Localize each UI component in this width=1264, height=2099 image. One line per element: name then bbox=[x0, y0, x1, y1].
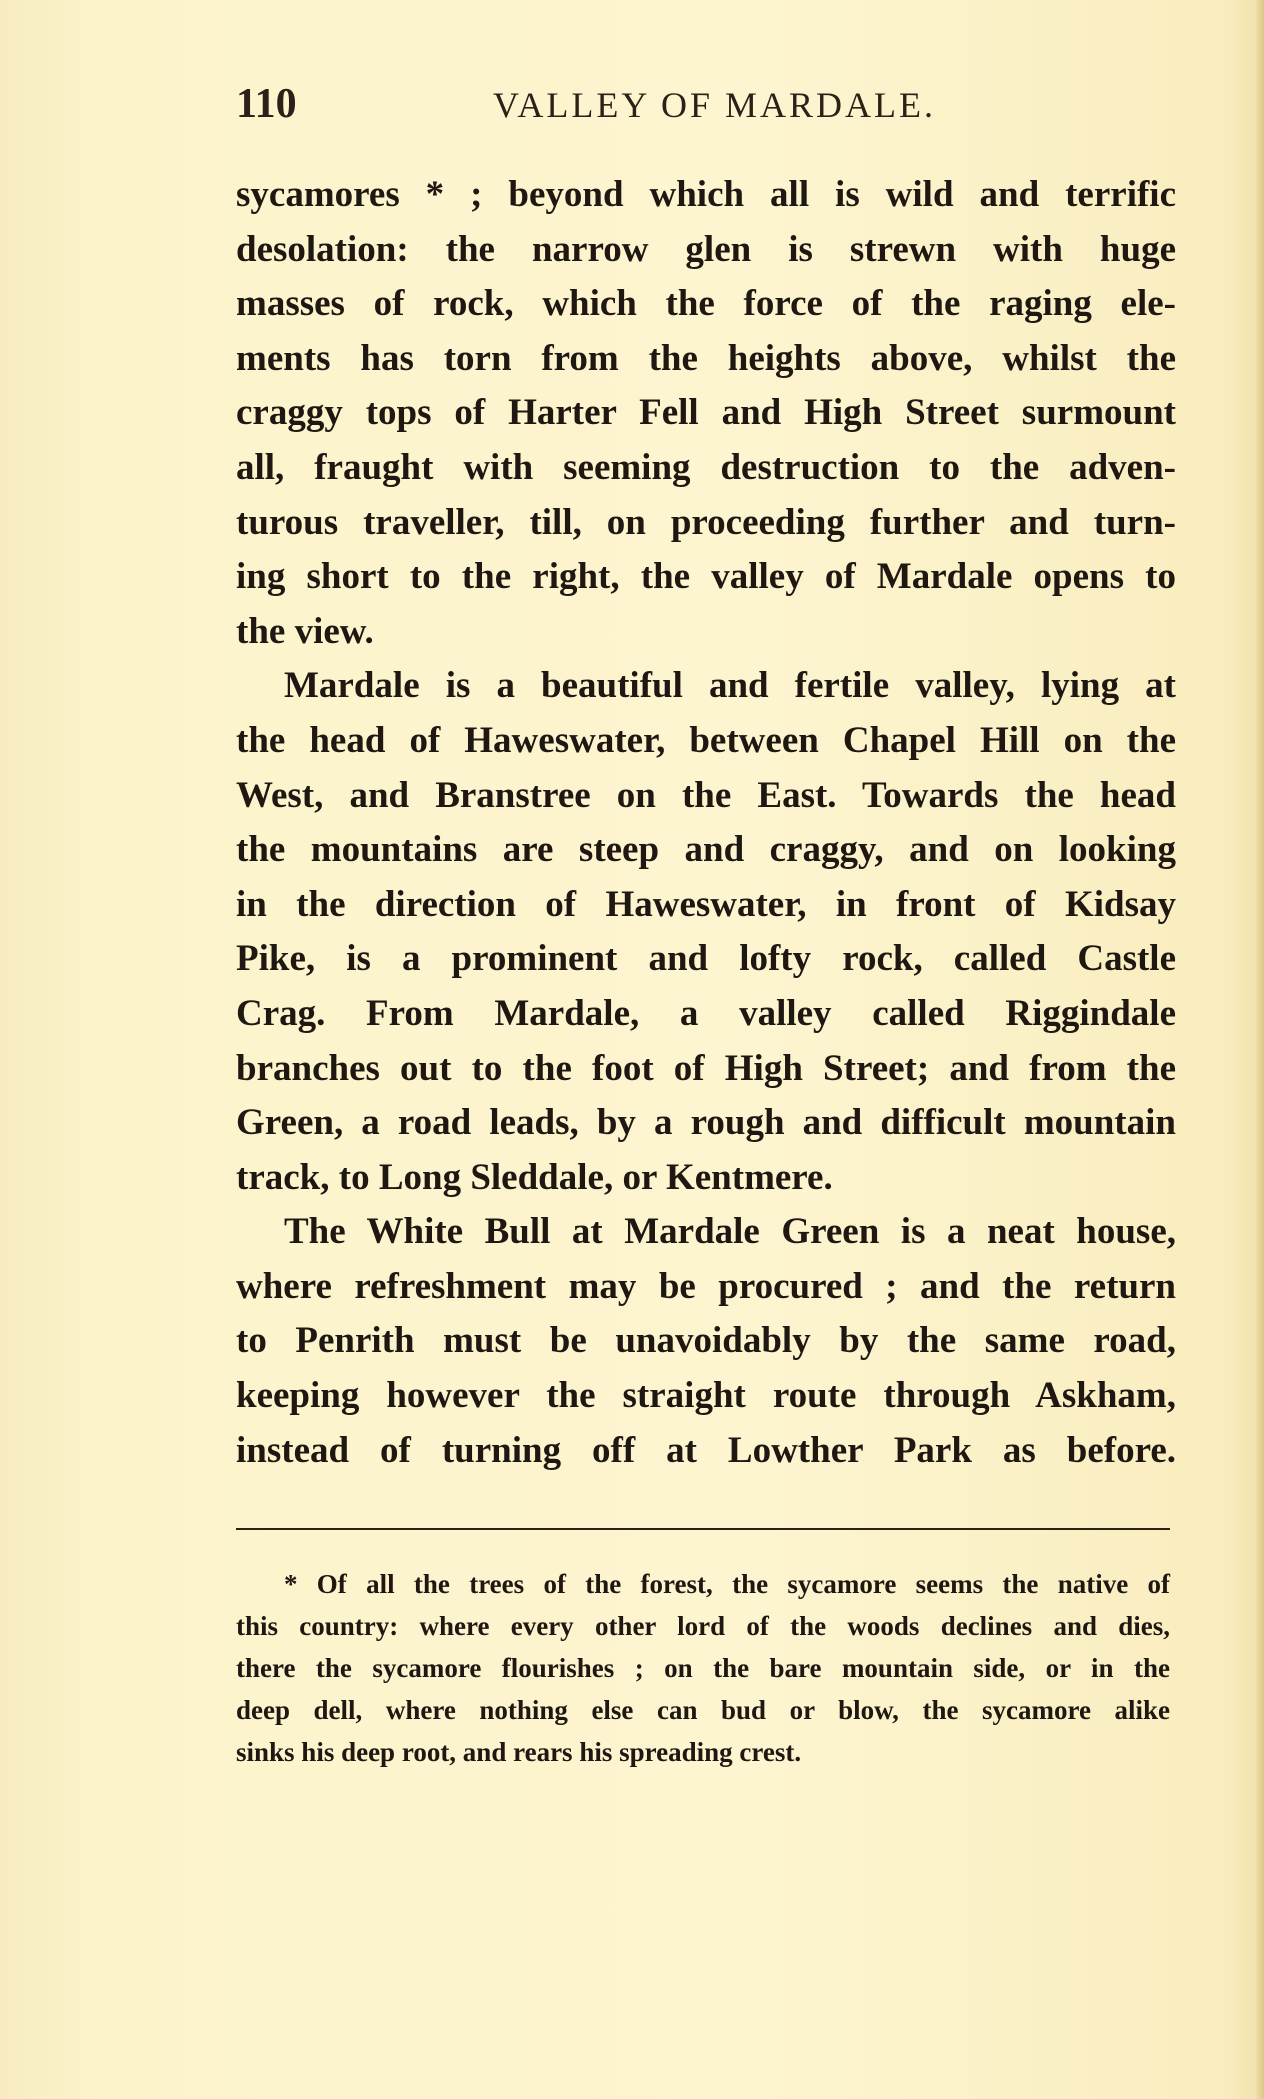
body-line: branches out to the foot of High Street; and from the bbox=[236, 1047, 1176, 1089]
footnote-line: there the sycamore flourishes ; on the bare mountain side, or in the bbox=[236, 1653, 1170, 1683]
body-line: Pike, is a prominent and lofty rock, called Castle bbox=[236, 938, 1176, 980]
footnote bbox=[236, 1563, 1170, 1773]
body-line: West, and Branstree on the East. Towards the head bbox=[236, 774, 1176, 816]
body-line: the mountains are steep and craggy, and on looking bbox=[236, 829, 1176, 871]
body-line: where refreshment may be procured ; and the return bbox=[236, 1265, 1176, 1307]
body-line: all, fraught with seeming destruction to the adven- bbox=[236, 446, 1176, 488]
body-line: desolation: the narrow glen is strewn with huge bbox=[236, 228, 1176, 270]
body-line: sycamores * ; beyond which all is wild and terrific bbox=[236, 174, 1176, 215]
page-number: 110 bbox=[236, 81, 297, 127]
body-line: masses of rock, which the force of the raging ele- bbox=[236, 283, 1176, 325]
footnote-line: this country: where every other lord of the woods declines and dies, bbox=[236, 1611, 1170, 1641]
body-line: Crag. From Mardale, a valley called Riggindale bbox=[236, 992, 1176, 1034]
body-line: Mardale is a beautiful and fertile valley, lying at bbox=[284, 665, 1176, 707]
body-line: Green, a road leads, by a rough and difficult mountain bbox=[236, 1102, 1176, 1144]
body-line: instead of turning off at Lowther Park as before. bbox=[236, 1429, 1176, 1471]
body-line: turous traveller, till, on proceeding further and turn- bbox=[236, 501, 1176, 543]
body-text bbox=[236, 168, 1176, 1478]
footnote-line: sinks his deep root, and rears his spreading crest. bbox=[236, 1737, 802, 1767]
footnote-line: * Of all the trees of the forest, the sycamore seems the native of bbox=[284, 1569, 1170, 1599]
body-line: ing short to the right, the valley of Mardale opens to bbox=[236, 556, 1176, 598]
body-line: in the direction of Haweswater, in front of Kidsay bbox=[236, 883, 1176, 925]
footnote-line: deep dell, where nothing else can bud or blow, the sycamore alike bbox=[236, 1695, 1170, 1725]
body-line: keeping however the straight route through Askham, bbox=[236, 1375, 1176, 1417]
body-line: the view. bbox=[236, 610, 374, 652]
body-line: craggy tops of Harter Fell and High Street surmount bbox=[236, 392, 1176, 434]
body-line: the head of Haweswater, between Chapel Hill on the bbox=[236, 719, 1176, 761]
running-title: VALLEY OF MARDALE. bbox=[493, 85, 937, 125]
body-line: track, to Long Sleddale, or Kentmere. bbox=[236, 1156, 833, 1198]
footnote-rule bbox=[236, 1528, 1170, 1530]
body-line: ments has torn from the heights above, whilst the bbox=[236, 337, 1176, 379]
body-line: The White Bull at Mardale Green is a neat house, bbox=[284, 1211, 1176, 1253]
page-edge-shadow bbox=[1255, 0, 1264, 2099]
body-line: to Penrith must be unavoidably by the same road, bbox=[236, 1320, 1176, 1362]
